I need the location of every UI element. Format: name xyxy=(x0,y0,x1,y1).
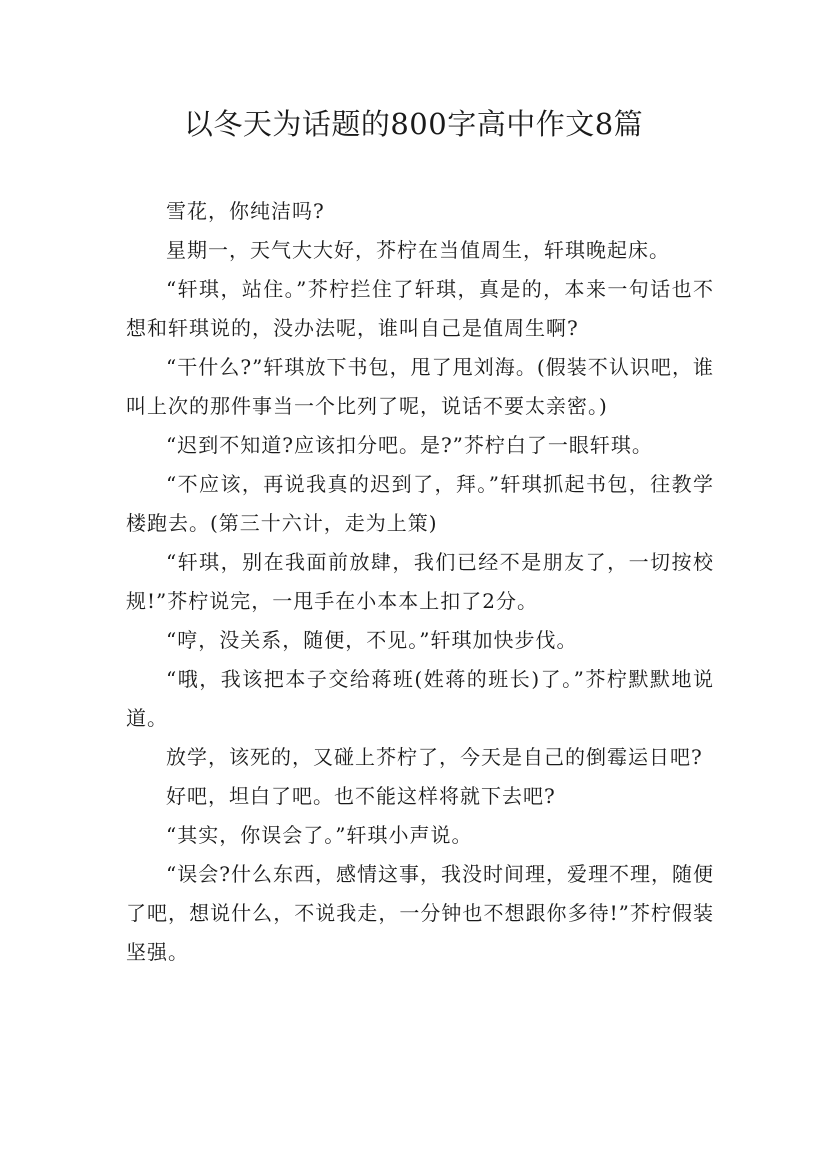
paragraph: “其实，你误会了。”轩琪小声说。 xyxy=(166,823,473,847)
paragraph: “干什么?”轩琪放下书包，甩了甩刘海。(假装不认识吧，谁叫上次的那件事当一个比列了呢，说话不要太亲密。) xyxy=(126,355,714,418)
paragraph: “轩琪，站住。”芥柠拦住了轩琪，真是的，本来一句话也不想和轩琪说的，没办法呢，谁叫自己是值周生啊? xyxy=(126,277,714,340)
document-title: 以冬天为话题的800字高中作文8篇 xyxy=(183,107,644,141)
paragraph: 好吧，坦白了吧。也不能这样将就下去吧? xyxy=(166,784,556,808)
paragraph: 雪花，你纯洁吗? xyxy=(166,199,325,223)
document-body xyxy=(126,192,714,972)
paragraph: “哼，没关系，随便，不见。”轩琪加快步伐。 xyxy=(166,628,578,652)
paragraph: “不应该，再说我真的迟到了，拜。”轩琪抓起书包，往教学楼跑去。(第三十六计，走为上策) xyxy=(126,472,714,535)
paragraph: “迟到不知道?应该扣分吧。是?”芥柠白了一眼轩琪。 xyxy=(166,433,653,457)
paragraph: “轩琪，别在我面前放肆，我们已经不是朋友了，一切按校规!”芥柠说完，一甩手在小本本上扣了2分。 xyxy=(126,550,714,613)
paragraph: “哦，我该把本子交给蒋班(姓蒋的班长)了。”芥柠默默地说道。 xyxy=(126,667,714,730)
paragraph: “误会?什么东西，感情这事，我没时间理，爱理不理，随便了吧，想说什么，不说我走，一分钟也不想跟你多待!”芥柠假装坚强。 xyxy=(126,862,714,964)
paragraph: 星期一，天气大大好，芥柠在当值周生，轩琪晚起床。 xyxy=(166,238,670,262)
paragraph: 放学，该死的，又碰上芥柠了，今天是自己的倒霉运日吧? xyxy=(166,745,703,769)
